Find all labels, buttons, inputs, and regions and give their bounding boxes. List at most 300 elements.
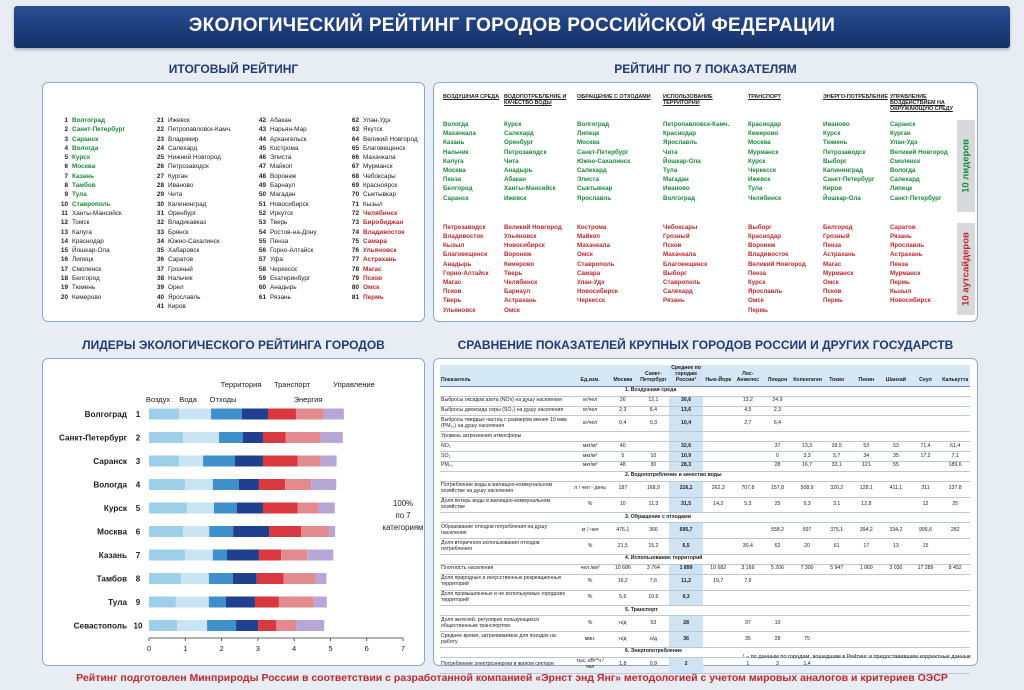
table-cell bbox=[733, 452, 763, 462]
rank-row bbox=[149, 237, 232, 246]
rank-row bbox=[344, 209, 418, 218]
table-cell bbox=[881, 574, 911, 590]
table-cell: 394,2 bbox=[851, 523, 881, 539]
rank-city: Махачкала bbox=[363, 154, 396, 162]
table-cell: 187 bbox=[607, 481, 638, 497]
table-cell: 19,7 bbox=[703, 574, 733, 590]
indicator-header: ВОДОПОТРЕБЛЕНИЕ И КАЧЕСТВО ВОДЫ bbox=[504, 94, 567, 107]
bar-segment bbox=[285, 479, 311, 490]
rank-row bbox=[251, 144, 317, 153]
rank-number: 60 bbox=[258, 284, 266, 292]
table-head bbox=[440, 365, 970, 386]
rank-number: 78 bbox=[351, 265, 359, 273]
rank-number: 81 bbox=[351, 293, 359, 301]
table-section-row bbox=[440, 554, 970, 564]
bar-segment bbox=[314, 597, 327, 608]
bar-segment bbox=[187, 503, 214, 514]
rank-number: 12 bbox=[60, 219, 68, 227]
rank-row bbox=[53, 144, 125, 153]
table-cell bbox=[703, 539, 733, 555]
city-label: Волгоград bbox=[84, 410, 127, 419]
rank-city: Оренбург bbox=[168, 209, 197, 217]
rank-number: 36 bbox=[156, 256, 164, 264]
rank-number: 18 bbox=[60, 275, 68, 283]
rank-row bbox=[149, 255, 232, 264]
table-cell: 28 bbox=[763, 632, 793, 648]
bar-segment bbox=[284, 573, 316, 584]
indicator-leader: Тула bbox=[748, 185, 763, 193]
indicator-outsider: Ульяновск bbox=[443, 306, 476, 314]
indicator-outsider: Черкесск bbox=[577, 297, 606, 305]
rank-city: Киров bbox=[168, 302, 186, 310]
bar-segment bbox=[296, 620, 324, 631]
bar-segment bbox=[316, 573, 327, 584]
leaders-side-label: 10 лидеров bbox=[960, 139, 972, 193]
table-cell bbox=[851, 632, 881, 648]
rank-city: Сыктывкар bbox=[363, 191, 397, 199]
indicator-outsider: Омск bbox=[504, 306, 520, 314]
x-tick-label: 1 bbox=[183, 644, 188, 653]
table-row bbox=[440, 442, 970, 452]
indicator-outsider: Кострома bbox=[577, 223, 607, 231]
indicator-column bbox=[823, 94, 890, 315]
rank-row bbox=[53, 190, 125, 199]
table-cell: 1,4 bbox=[792, 657, 822, 673]
x-tick-label: 3 bbox=[255, 644, 260, 653]
indicator-outsider: Краснодар bbox=[748, 233, 782, 241]
final-rating-panel bbox=[42, 82, 425, 322]
table-cell: 16,2 bbox=[607, 574, 638, 590]
indicator-spacer bbox=[663, 203, 748, 212]
table-section-title: 1. Воздушная среда bbox=[440, 386, 970, 396]
indicator-leader: Москва bbox=[748, 139, 771, 147]
bar-segment bbox=[269, 526, 301, 537]
city-label: Москва bbox=[97, 527, 127, 537]
x-tick-label: 7 bbox=[400, 644, 406, 653]
table-cell bbox=[881, 396, 911, 406]
table-header-cell: Москва bbox=[607, 365, 638, 386]
bar-segment bbox=[263, 456, 298, 467]
table-cell: % bbox=[573, 497, 608, 513]
bar-segment bbox=[179, 456, 203, 467]
table-cell bbox=[703, 461, 733, 471]
table-cell: 3 169 bbox=[733, 564, 763, 574]
indicator-leader: Ижевск bbox=[748, 176, 771, 184]
indicator-leader: Курск bbox=[748, 157, 766, 165]
table-cell: 5 206 bbox=[763, 564, 793, 574]
table-cell: Потребление воды в жилищно-коммунальном хозяйстве на душу населения bbox=[440, 481, 573, 497]
footer-note: Рейтинг подготовлен Минприроды России в соответствии с разработанной компанией «Эрнст энд Янг» методологией с учетом мировых аналогов и критериев ОЭСР bbox=[76, 672, 948, 684]
bar-segment bbox=[242, 409, 268, 420]
rank-row bbox=[149, 144, 232, 153]
rank-row bbox=[251, 228, 317, 237]
table-cell: % bbox=[573, 590, 608, 606]
table-cell: 12,8 bbox=[851, 497, 881, 513]
indicator-outsider: Астрахань bbox=[890, 251, 923, 259]
table-cell: 334,2 bbox=[881, 523, 911, 539]
rank-row bbox=[344, 265, 418, 274]
bar-segment bbox=[213, 550, 227, 561]
indicator-spacer bbox=[823, 203, 890, 212]
rank-row bbox=[251, 116, 317, 125]
rank-city: Ярославль bbox=[168, 293, 201, 301]
indicator-header: ЭНЕРГО-ПОТРЕБЛЕНИЕ bbox=[823, 94, 888, 100]
rank-row bbox=[251, 153, 317, 162]
rank-row bbox=[149, 181, 232, 190]
table-cell: 37 bbox=[763, 442, 793, 452]
table-cell bbox=[733, 461, 763, 471]
table-header-cell: Сеул bbox=[911, 365, 941, 386]
indicator-header: УПРАВЛЕНИЕ ВОЗДЕЙСТВИЕМ НА ОКРУЖАЮЩУЮ СРЕДУ bbox=[890, 94, 953, 113]
bar-segment bbox=[239, 479, 259, 490]
rank-row bbox=[344, 144, 418, 153]
x-tick-label: 0 bbox=[146, 644, 152, 653]
indicator-leader: Ярославль bbox=[577, 194, 612, 202]
table-cell bbox=[703, 616, 733, 632]
rank-number: 40 bbox=[156, 293, 164, 301]
x-tick-label: 5 bbox=[328, 644, 333, 653]
table-body bbox=[440, 386, 970, 673]
table-section-title: 6. Энергопотребление bbox=[440, 647, 970, 657]
table-cell: 157,8 bbox=[763, 481, 793, 497]
indicator-outsider: Ярославль bbox=[890, 242, 925, 250]
bar-segment bbox=[319, 503, 335, 514]
rank-number: 33 bbox=[156, 228, 164, 236]
table-cell bbox=[703, 590, 733, 606]
rank-row bbox=[53, 135, 125, 144]
rank-number: 70 bbox=[351, 191, 359, 199]
rank-number: 39 bbox=[156, 284, 164, 292]
rank-number: 59 bbox=[258, 275, 266, 283]
rank-row bbox=[251, 162, 317, 171]
table-section-row bbox=[440, 386, 970, 396]
table-row bbox=[440, 590, 970, 606]
table-cell: 28,3 bbox=[669, 461, 704, 471]
table-cell: Потребление электроэнергии в жилом секторе bbox=[440, 657, 573, 673]
bar-segment bbox=[209, 573, 233, 584]
rank-city: Архангельск bbox=[270, 135, 307, 143]
table-row bbox=[440, 432, 970, 442]
table-cell: Среднее время, затрачиваемое для поездок на работу bbox=[440, 632, 573, 648]
table-cell: 320,2 bbox=[822, 481, 852, 497]
indicator-outsider: Воронеж bbox=[504, 251, 532, 259]
rank-city: Ульяновск bbox=[363, 247, 397, 255]
rank-number: 67 bbox=[351, 163, 359, 171]
rank-city: Самара bbox=[363, 237, 387, 245]
table-cell: 1,8 bbox=[607, 657, 638, 673]
rank-column bbox=[251, 116, 317, 302]
table-cell bbox=[703, 406, 733, 416]
bar-segment bbox=[321, 456, 337, 467]
rank-number: 13 bbox=[60, 228, 68, 236]
bar-segment bbox=[149, 432, 183, 443]
indicator-outsider: Саратов bbox=[890, 223, 916, 231]
indicator-outsider: Челябинск bbox=[504, 279, 538, 286]
final-rating-title: ИТОГОВЫЙ РЕЙТИНГ bbox=[168, 62, 299, 76]
rank-city: Новосибирск bbox=[270, 200, 309, 208]
rank-number: 74 bbox=[351, 228, 359, 236]
bar-segment bbox=[214, 503, 237, 514]
table-cell bbox=[881, 406, 911, 416]
rank-row bbox=[344, 283, 418, 292]
table-cell bbox=[851, 406, 881, 416]
rank-city: Абакан bbox=[270, 117, 292, 124]
indicator-leader: Улан-Удэ bbox=[890, 139, 918, 147]
bar-segment bbox=[298, 456, 321, 467]
table-cell: 1 069 bbox=[851, 564, 881, 574]
rank-city: Нальчик bbox=[168, 275, 193, 283]
table-cell bbox=[703, 452, 733, 462]
table-row bbox=[440, 616, 970, 632]
bar-segment bbox=[301, 526, 329, 537]
bar-segment bbox=[207, 620, 236, 631]
bar-segment bbox=[203, 456, 235, 467]
indicator-outsider: Ярославль bbox=[748, 288, 783, 296]
bar-segment bbox=[211, 409, 242, 420]
table-cell: 30,6 bbox=[669, 396, 704, 406]
rank-row bbox=[53, 246, 125, 255]
rank-city: Брянск bbox=[168, 228, 189, 236]
city-rank: 3 bbox=[135, 457, 141, 466]
rank-row bbox=[53, 162, 125, 171]
rank-number: 75 bbox=[351, 237, 359, 245]
rank-row bbox=[53, 237, 125, 246]
rank-row bbox=[344, 135, 418, 144]
indicator-outsider: Пермь bbox=[823, 297, 843, 305]
bar-segment bbox=[268, 409, 296, 420]
rank-city: Грозный bbox=[168, 265, 193, 273]
table-cell: мин. bbox=[573, 632, 608, 648]
rank-number: 48 bbox=[258, 172, 266, 180]
table-cell: 26 bbox=[607, 396, 638, 406]
annotation-text: 100% bbox=[393, 499, 413, 508]
indicator-outsider: Белгород bbox=[823, 223, 853, 231]
table-cell: 20 bbox=[792, 539, 822, 555]
rank-city: Томск bbox=[72, 219, 90, 227]
table-cell: 13,2 bbox=[733, 396, 763, 406]
table-cell: Доля вторичного использования отходов потребления bbox=[440, 539, 573, 555]
table-cell: 7,9 bbox=[733, 574, 763, 590]
indicator-outsider: Магас bbox=[823, 260, 842, 268]
table-cell bbox=[940, 406, 970, 416]
table-cell: 10 682 bbox=[703, 564, 733, 574]
rank-number: 42 bbox=[258, 117, 266, 124]
table-cell: 3 bbox=[763, 657, 793, 673]
indicator-leader: Саранск bbox=[890, 121, 916, 128]
table-cell: 0 bbox=[763, 452, 793, 462]
legend-label: Отходы bbox=[209, 395, 237, 404]
table-cell bbox=[703, 396, 733, 406]
rank-row bbox=[149, 302, 232, 311]
rank-city: Калининград bbox=[168, 200, 207, 208]
rank-row bbox=[53, 172, 125, 181]
rank-city: Элиста bbox=[270, 154, 292, 162]
table-cell: чел./км² bbox=[573, 564, 608, 574]
city-label: Тамбов bbox=[96, 574, 127, 584]
indicator-outsider: Барнаул bbox=[504, 288, 531, 296]
table-cell: 17 bbox=[851, 539, 881, 555]
rank-number: 51 bbox=[258, 200, 266, 208]
table-cell: 216,1 bbox=[669, 481, 704, 497]
rank-city: Южно-Сахалинск bbox=[168, 237, 220, 245]
table-row bbox=[440, 574, 970, 590]
rank-row bbox=[344, 246, 418, 255]
table-cell: 61 bbox=[822, 539, 852, 555]
bar-segment bbox=[237, 503, 263, 514]
rank-number: 1 bbox=[64, 117, 68, 124]
indicator-leader: Санкт-Петербург bbox=[823, 176, 875, 184]
table-cell bbox=[763, 574, 793, 590]
indicator-leader: Абакан bbox=[504, 176, 526, 184]
indicator-outsider: Омск bbox=[748, 297, 764, 305]
rank-city: Улан-Удэ bbox=[363, 117, 391, 124]
indicator-header: ИСПОЛЬЗОВАНИЕ ТЕРРИТОРИЙ bbox=[663, 94, 713, 107]
table-cell bbox=[940, 590, 970, 606]
rank-row bbox=[149, 246, 232, 255]
bar-segment bbox=[281, 550, 307, 561]
annotation-text: по 7 bbox=[395, 511, 411, 520]
indicator-outsider: Пермь bbox=[890, 279, 910, 286]
rank-city: Челябинск bbox=[363, 209, 398, 217]
rank-number: 46 bbox=[258, 154, 266, 162]
table-cell bbox=[881, 416, 911, 432]
rank-city: Петрозаводск bbox=[168, 163, 209, 171]
bar-segment bbox=[185, 479, 213, 490]
indicator-leader: Казань bbox=[443, 139, 465, 147]
indicator-outsider: Псков bbox=[443, 288, 462, 296]
table-row bbox=[440, 481, 970, 497]
rank-city: Вологда bbox=[72, 144, 99, 152]
indicator-outsider: Улан-Удэ bbox=[577, 279, 605, 286]
table-cell: 508,9 bbox=[792, 481, 822, 497]
table-cell: 17 289 bbox=[911, 564, 941, 574]
rank-city: Тверь bbox=[270, 219, 288, 227]
table-header-cell: Санкт-Петербург bbox=[638, 365, 669, 386]
rank-number: 10 bbox=[60, 200, 68, 208]
indicator-outsider: Пенза bbox=[823, 242, 842, 250]
table-row bbox=[440, 461, 970, 471]
table-cell: 24,9 bbox=[763, 396, 793, 406]
table-cell bbox=[733, 590, 763, 606]
rank-number: 3 bbox=[64, 135, 68, 143]
table-cell: 5 bbox=[607, 452, 638, 462]
rank-city: Анадырь bbox=[270, 284, 297, 292]
indicator-gap bbox=[577, 212, 663, 223]
bar-segment bbox=[276, 620, 296, 631]
rank-number: 72 bbox=[351, 209, 359, 217]
rank-city: Рязань bbox=[270, 293, 291, 301]
table-cell: 30,4 bbox=[733, 539, 763, 555]
table-cell: 14,2 bbox=[703, 497, 733, 513]
bar-segment bbox=[258, 620, 276, 631]
city-rank: 9 bbox=[135, 598, 141, 607]
table-cell: 3 030 bbox=[881, 564, 911, 574]
rank-city: Казань bbox=[72, 172, 95, 180]
table-section-row bbox=[440, 513, 970, 523]
table-cell bbox=[822, 632, 852, 648]
bar-segment bbox=[209, 526, 233, 537]
bar-segment bbox=[183, 432, 219, 443]
table-cell: 7,1 bbox=[940, 452, 970, 462]
indicator-leader: Кемерово bbox=[748, 130, 779, 138]
table-cell: % bbox=[573, 539, 608, 555]
indicator-leader: Калуга bbox=[443, 157, 464, 165]
table-cell: кг/чел bbox=[573, 396, 608, 406]
table-cell bbox=[669, 432, 704, 442]
rank-number: 47 bbox=[258, 163, 266, 171]
table-cell: 0,3 bbox=[638, 416, 669, 432]
rank-number: 4 bbox=[64, 144, 68, 152]
table-cell: 13 bbox=[881, 539, 911, 555]
table-cell: 4,5 bbox=[733, 406, 763, 416]
rank-row bbox=[251, 218, 317, 227]
rank-number: 15 bbox=[60, 247, 68, 255]
rank-number: 34 bbox=[156, 237, 164, 245]
rank-city: Смоленск bbox=[72, 265, 102, 273]
bar-segment bbox=[219, 432, 243, 443]
indicator-column bbox=[748, 94, 823, 315]
table-row bbox=[440, 396, 970, 406]
rank-city: Калуга bbox=[72, 228, 92, 236]
table-cell: 31,5 bbox=[669, 497, 704, 513]
table-cell: 15 bbox=[911, 539, 941, 555]
legend-label: Территория bbox=[220, 380, 262, 389]
table-cell bbox=[851, 590, 881, 606]
rank-column bbox=[149, 116, 232, 311]
table-cell: 33,1 bbox=[822, 461, 852, 471]
indicator-column bbox=[577, 94, 663, 315]
city-rank: 1 bbox=[135, 410, 141, 419]
table-cell: 12 bbox=[911, 497, 941, 513]
table-cell bbox=[703, 632, 733, 648]
table-header-row bbox=[440, 365, 970, 386]
rank-column bbox=[344, 116, 418, 302]
rank-row bbox=[149, 125, 232, 134]
indicator-outsider: Петрозаводск bbox=[443, 223, 486, 231]
rank-city: Тула bbox=[72, 191, 87, 199]
rank-row bbox=[344, 218, 418, 227]
bar-segment bbox=[321, 432, 343, 443]
rank-row bbox=[149, 274, 232, 283]
table-cell bbox=[940, 396, 970, 406]
indicator-leader: Оренбург bbox=[504, 139, 534, 147]
bar-segment bbox=[183, 526, 209, 537]
table-cell: мкг/м³ bbox=[573, 452, 608, 462]
rank-number: 76 bbox=[351, 247, 359, 255]
rank-number: 17 bbox=[60, 265, 68, 273]
rank-city: Барнаул bbox=[270, 182, 296, 190]
indicator-outsider: Ставрополь bbox=[577, 260, 615, 268]
rank-row bbox=[344, 153, 418, 162]
rank-row bbox=[344, 125, 418, 134]
table-cell: Выбросы диоксида серы (SO₂) на душу населения bbox=[440, 406, 573, 416]
indicator-outsider: Кызыл bbox=[890, 288, 912, 296]
rank-row bbox=[53, 293, 125, 302]
table-cell: 62 bbox=[763, 539, 793, 555]
rank-number: 23 bbox=[156, 135, 164, 143]
table-cell: мкг/м³ bbox=[573, 442, 608, 452]
bar-segment bbox=[259, 479, 285, 490]
table-cell bbox=[763, 432, 793, 442]
rank-column bbox=[53, 116, 125, 302]
rank-number: 28 bbox=[156, 182, 164, 190]
rank-city: Салехард bbox=[168, 144, 198, 152]
rank-number: 56 bbox=[258, 247, 266, 255]
rank-row bbox=[251, 274, 317, 283]
rank-row bbox=[251, 237, 317, 246]
table-section-title: 4. Использование территорий bbox=[440, 554, 970, 564]
indicator-outsider: Новосибирск bbox=[577, 288, 618, 296]
